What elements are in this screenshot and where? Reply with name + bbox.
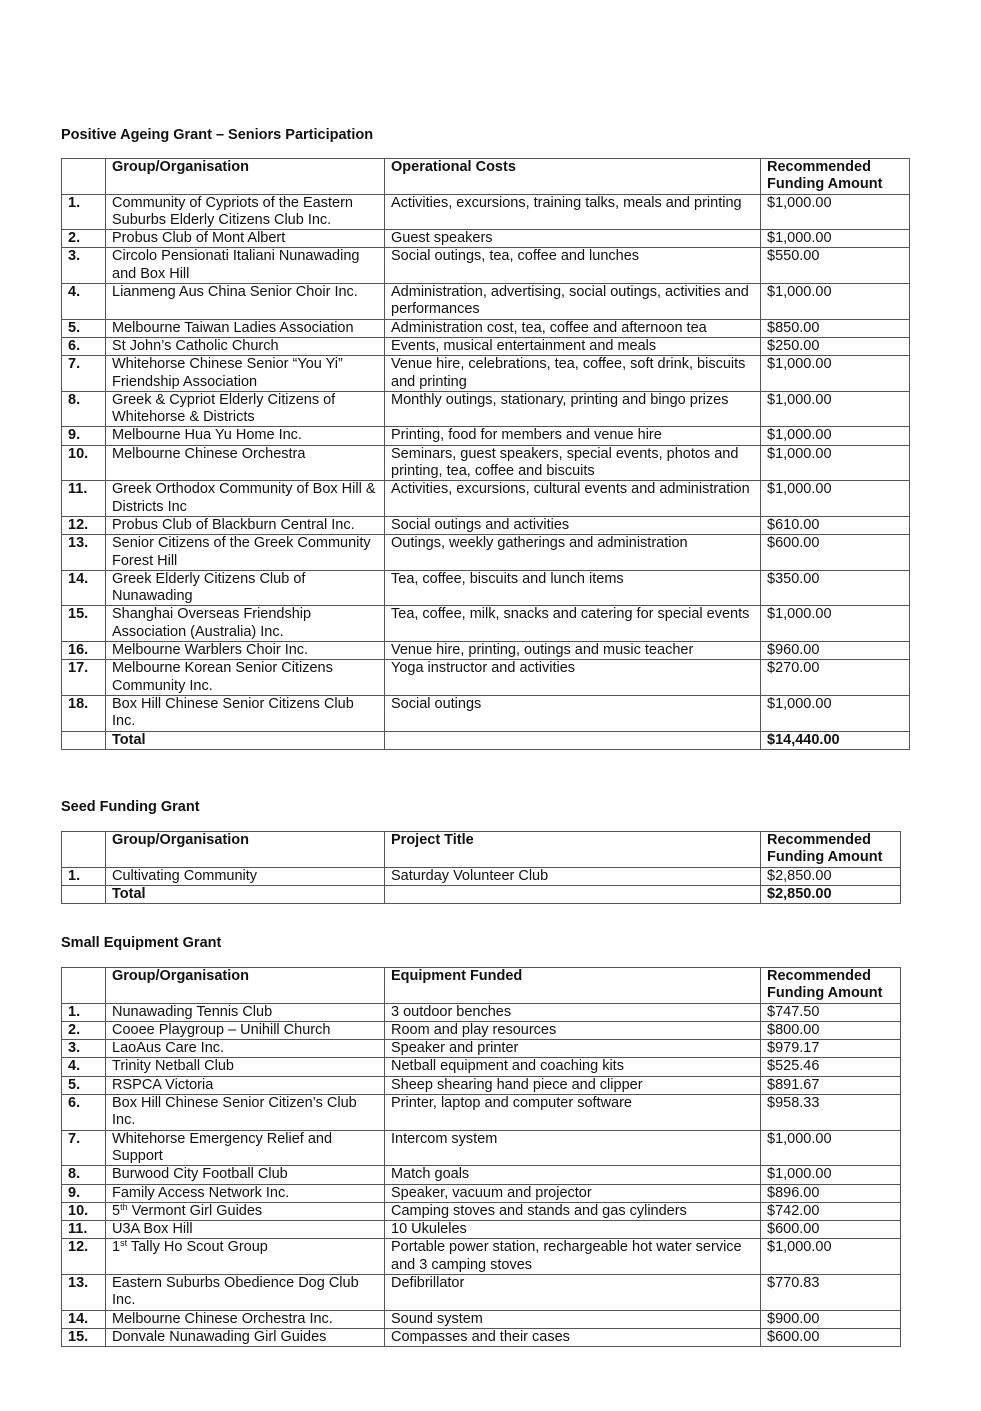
amount-cell: $250.00 — [761, 337, 910, 355]
positive-ageing-title: Positive Ageing Grant – Seniors Participation — [61, 127, 374, 143]
organisation-cell: Senior Citizens of the Greek Community Forest Hill — [106, 535, 385, 571]
amount-cell: $550.00 — [761, 248, 910, 284]
row-number: 7. — [62, 356, 106, 392]
description-cell: Social outings, tea, coffee and lunches — [385, 248, 761, 284]
column-header: Recommended Funding Amount — [761, 159, 910, 195]
organisation-cell-ordinal-suffix: st — [120, 1238, 128, 1249]
amount-cell: $1,000.00 — [761, 230, 910, 248]
table-row — [62, 427, 910, 445]
organisation-cell: Eastern Suburbs Obedience Dog Club Inc. — [106, 1275, 385, 1311]
table-row — [62, 1202, 901, 1220]
table-row — [62, 356, 910, 392]
organisation-cell: Probus Club of Blackburn Central Inc. — [106, 516, 385, 534]
description-cell: Match goals — [385, 1166, 761, 1184]
total-number-cell — [62, 731, 106, 749]
row-number: 4. — [62, 284, 106, 320]
row-number: 17. — [62, 660, 106, 696]
column-header: Group/Organisation — [106, 968, 385, 1004]
amount-cell: $270.00 — [761, 660, 910, 696]
description-cell: Compasses and their cases — [385, 1328, 761, 1346]
column-header: Group/Organisation — [106, 832, 385, 868]
total-label: Total — [106, 731, 385, 749]
description-cell: Sound system — [385, 1310, 761, 1328]
organisation-cell: LaoAus Care Inc. — [106, 1040, 385, 1058]
column-header: Equipment Funded — [385, 968, 761, 1004]
amount-cell: $770.83 — [761, 1275, 901, 1311]
amount-cell: $1,000.00 — [761, 1239, 901, 1275]
amount-cell: $1,000.00 — [761, 427, 910, 445]
total-label: Total — [106, 885, 385, 903]
row-number: 7. — [62, 1130, 106, 1166]
organisation-cell: Greek & Cypriot Elderly Citizens of Whitehorse & Districts — [106, 391, 385, 427]
organisation-cell: Melbourne Warblers Choir Inc. — [106, 642, 385, 660]
amount-cell: $1,000.00 — [761, 481, 910, 517]
amount-cell: $1,000.00 — [761, 445, 910, 481]
amount-cell: $600.00 — [761, 1328, 901, 1346]
header-row — [62, 159, 910, 195]
amount-cell: $350.00 — [761, 570, 910, 606]
description-cell: Activities, excursions, training talks, meals and printing — [385, 194, 761, 230]
table-row — [62, 570, 910, 606]
amount-cell: $800.00 — [761, 1021, 901, 1039]
column-header: Operational Costs — [385, 159, 761, 195]
description-cell: 10 Ukuleles — [385, 1221, 761, 1239]
organisation-cell: RSPCA Victoria — [106, 1076, 385, 1094]
table-row — [62, 445, 910, 481]
table-row — [62, 1130, 901, 1166]
organisation-cell: Melbourne Chinese Orchestra Inc. — [106, 1310, 385, 1328]
organisation-cell: Family Access Network Inc. — [106, 1184, 385, 1202]
table-row — [62, 867, 901, 885]
row-number: 3. — [62, 248, 106, 284]
amount-cell: $610.00 — [761, 516, 910, 534]
total-number-cell — [62, 885, 106, 903]
amount-cell: $1,000.00 — [761, 391, 910, 427]
description-cell: Tea, coffee, biscuits and lunch items — [385, 570, 761, 606]
organisation-cell: Lianmeng Aus China Senior Choir Inc. — [106, 284, 385, 320]
table-row — [62, 481, 910, 517]
amount-cell: $600.00 — [761, 535, 910, 571]
description-cell: Defibrillator — [385, 1275, 761, 1311]
column-header: Recommended Funding Amount — [761, 832, 901, 868]
header-row — [62, 832, 901, 868]
organisation-cell — [106, 1202, 385, 1220]
description-cell: Seminars, guest speakers, special events, photos and printing, tea, coffee and biscuits — [385, 445, 761, 481]
organisation-cell: Melbourne Korean Senior Citizens Community Inc. — [106, 660, 385, 696]
description-cell: Speaker and printer — [385, 1040, 761, 1058]
row-number: 5. — [62, 319, 106, 337]
amount-cell: $1,000.00 — [761, 356, 910, 392]
row-number: 6. — [62, 337, 106, 355]
seed-funding-title: Seed Funding Grant — [61, 799, 200, 815]
column-header — [62, 832, 106, 868]
description-cell: 3 outdoor benches — [385, 1003, 761, 1021]
row-number: 3. — [62, 1040, 106, 1058]
total-row — [62, 885, 901, 903]
amount-cell: $525.46 — [761, 1058, 901, 1076]
organisation-cell: Whitehorse Chinese Senior “You Yi” Friendship Association — [106, 356, 385, 392]
amount-cell: $960.00 — [761, 642, 910, 660]
column-header — [62, 968, 106, 1004]
description-cell: Venue hire, celebrations, tea, coffee, soft drink, biscuits and printing — [385, 356, 761, 392]
organisation-cell: Trinity Netball Club — [106, 1058, 385, 1076]
organisation-cell: Shanghai Overseas Friendship Association (Australia) Inc. — [106, 606, 385, 642]
table-row — [62, 606, 910, 642]
organisation-cell-text: Tally Ho Scout Group — [127, 1239, 268, 1256]
organisation-cell: Probus Club of Mont Albert — [106, 230, 385, 248]
amount-cell: $850.00 — [761, 319, 910, 337]
row-number: 13. — [62, 1275, 106, 1311]
organisation-cell: Donvale Nunawading Girl Guides — [106, 1328, 385, 1346]
organisation-cell-ordinal-suffix: th — [120, 1202, 128, 1212]
table-row — [62, 1239, 901, 1275]
amount-cell: $896.00 — [761, 1184, 901, 1202]
description-cell: Social outings and activities — [385, 516, 761, 534]
organisation-cell: Box Hill Chinese Senior Citizen’s Club Inc. — [106, 1095, 385, 1131]
description-cell: Monthly outings, stationary, printing and bingo prizes — [385, 391, 761, 427]
small-equipment-title: Small Equipment Grant — [61, 935, 222, 951]
row-number: 15. — [62, 606, 106, 642]
total-row — [62, 731, 910, 749]
row-number: 5. — [62, 1076, 106, 1094]
organisation-cell-ordinal-number: 5 — [112, 1202, 121, 1219]
column-header — [62, 159, 106, 195]
table-row — [62, 319, 910, 337]
table-row — [62, 194, 910, 230]
table-row — [62, 284, 910, 320]
table-row — [62, 1166, 901, 1184]
organisation-cell: Cooee Playgroup – Unihill Church — [106, 1021, 385, 1039]
column-header: Group/Organisation — [106, 159, 385, 195]
total-amount: $14,440.00 — [761, 731, 910, 749]
table-row — [62, 1076, 901, 1094]
row-number: 15. — [62, 1328, 106, 1346]
row-number: 11. — [62, 1221, 106, 1239]
table-row — [62, 516, 910, 534]
table-row — [62, 230, 910, 248]
organisation-cell: Whitehorse Emergency Relief and Support — [106, 1130, 385, 1166]
amount-cell: $1,000.00 — [761, 284, 910, 320]
table-row — [62, 1095, 901, 1131]
table-row — [62, 642, 910, 660]
description-cell: Portable power station, rechargeable hot water service and 3 camping stoves — [385, 1239, 761, 1275]
description-cell: Yoga instructor and activities — [385, 660, 761, 696]
row-number: 10. — [62, 1202, 106, 1220]
row-number: 2. — [62, 1021, 106, 1039]
amount-cell: $2,850.00 — [761, 867, 901, 885]
amount-cell: $900.00 — [761, 1310, 901, 1328]
table-row — [62, 1040, 901, 1058]
organisation-cell: Community of Cypriots of the Eastern Suburbs Elderly Citizens Club Inc. — [106, 194, 385, 230]
amount-cell: $1,000.00 — [761, 1166, 901, 1184]
description-cell: Guest speakers — [385, 230, 761, 248]
total-description-cell — [385, 885, 761, 903]
table-row — [62, 1184, 901, 1202]
row-number: 8. — [62, 391, 106, 427]
description-cell: Room and play resources — [385, 1021, 761, 1039]
row-number: 14. — [62, 570, 106, 606]
row-number: 1. — [62, 867, 106, 885]
description-cell: Tea, coffee, milk, snacks and catering for special events — [385, 606, 761, 642]
organisation-cell: Melbourne Hua Yu Home Inc. — [106, 427, 385, 445]
description-cell: Activities, excursions, cultural events and administration — [385, 481, 761, 517]
description-cell: Printing, food for members and venue hire — [385, 427, 761, 445]
organisation-cell: Melbourne Chinese Orchestra — [106, 445, 385, 481]
row-number: 16. — [62, 642, 106, 660]
amount-cell: $742.00 — [761, 1202, 901, 1220]
table-row — [62, 660, 910, 696]
total-description-cell — [385, 731, 761, 749]
organisation-cell: Greek Orthodox Community of Box Hill & Districts Inc — [106, 481, 385, 517]
organisation-cell: Burwood City Football Club — [106, 1166, 385, 1184]
organisation-cell: Cultivating Community — [106, 867, 385, 885]
table-row — [62, 391, 910, 427]
table-row — [62, 337, 910, 355]
organisation-cell — [106, 1239, 385, 1275]
amount-cell: $958.33 — [761, 1095, 901, 1131]
description-cell: Camping stoves and stands and gas cylinders — [385, 1202, 761, 1220]
total-amount: $2,850.00 — [761, 885, 901, 903]
table-row — [62, 1328, 901, 1346]
table-row — [62, 1058, 901, 1076]
amount-cell: $891.67 — [761, 1076, 901, 1094]
table-row — [62, 1310, 901, 1328]
row-number: 18. — [62, 695, 106, 731]
description-cell: Intercom system — [385, 1130, 761, 1166]
organisation-cell-text: Vermont Girl Guides — [127, 1202, 263, 1219]
description-cell: Social outings — [385, 695, 761, 731]
description-cell: Administration, advertising, social outings, activities and performances — [385, 284, 761, 320]
table-row — [62, 1275, 901, 1311]
amount-cell: $1,000.00 — [761, 194, 910, 230]
row-number: 10. — [62, 445, 106, 481]
description-cell: Saturday Volunteer Club — [385, 867, 761, 885]
organisation-cell: Nunawading Tennis Club — [106, 1003, 385, 1021]
organisation-cell-ordinal-number: 1 — [112, 1239, 121, 1256]
table-row — [62, 1221, 901, 1239]
table-row — [62, 1003, 901, 1021]
description-cell: Sheep shearing hand piece and clipper — [385, 1076, 761, 1094]
row-number: 6. — [62, 1095, 106, 1131]
seed-funding-table — [61, 831, 901, 904]
header-row — [62, 968, 901, 1004]
row-number: 12. — [62, 1239, 106, 1275]
row-number: 9. — [62, 1184, 106, 1202]
organisation-cell: Box Hill Chinese Senior Citizens Club Inc. — [106, 695, 385, 731]
description-cell: Outings, weekly gatherings and administration — [385, 535, 761, 571]
table-row — [62, 1021, 901, 1039]
row-number: 4. — [62, 1058, 106, 1076]
description-cell: Venue hire, printing, outings and music teacher — [385, 642, 761, 660]
small-equipment-table — [61, 967, 901, 1347]
row-number: 14. — [62, 1310, 106, 1328]
row-number: 8. — [62, 1166, 106, 1184]
row-number: 12. — [62, 516, 106, 534]
amount-cell: $1,000.00 — [761, 1130, 901, 1166]
organisation-cell: St John’s Catholic Church — [106, 337, 385, 355]
organisation-cell: Circolo Pensionati Italiani Nunawading and Box Hill — [106, 248, 385, 284]
amount-cell: $747.50 — [761, 1003, 901, 1021]
table-row — [62, 535, 910, 571]
row-number: 11. — [62, 481, 106, 517]
organisation-cell: U3A Box Hill — [106, 1221, 385, 1239]
amount-cell: $1,000.00 — [761, 695, 910, 731]
description-cell: Speaker, vacuum and projector — [385, 1184, 761, 1202]
amount-cell: $979.17 — [761, 1040, 901, 1058]
description-cell: Administration cost, tea, coffee and afternoon tea — [385, 319, 761, 337]
organisation-cell: Greek Elderly Citizens Club of Nunawading — [106, 570, 385, 606]
column-header: Project Title — [385, 832, 761, 868]
description-cell: Netball equipment and coaching kits — [385, 1058, 761, 1076]
row-number: 13. — [62, 535, 106, 571]
amount-cell: $600.00 — [761, 1221, 901, 1239]
amount-cell: $1,000.00 — [761, 606, 910, 642]
row-number: 9. — [62, 427, 106, 445]
description-cell: Events, musical entertainment and meals — [385, 337, 761, 355]
row-number: 1. — [62, 194, 106, 230]
organisation-cell: Melbourne Taiwan Ladies Association — [106, 319, 385, 337]
description-cell: Printer, laptop and computer software — [385, 1095, 761, 1131]
row-number: 1. — [62, 1003, 106, 1021]
table-row — [62, 248, 910, 284]
row-number: 2. — [62, 230, 106, 248]
table-row — [62, 695, 910, 731]
positive-ageing-table — [61, 158, 910, 750]
column-header: Recommended Funding Amount — [761, 968, 901, 1004]
